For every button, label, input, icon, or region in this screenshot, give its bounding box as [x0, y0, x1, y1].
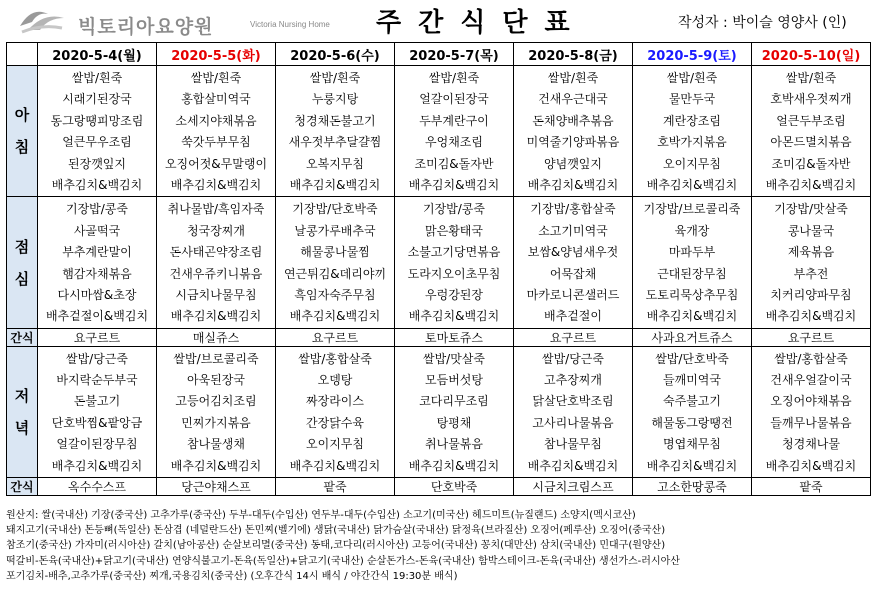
- menu-item: 배추김치&백김치: [289, 458, 381, 473]
- menu-item: 모듬버섯탕: [425, 373, 483, 388]
- menu-item: 조미김&돌자반: [414, 156, 494, 171]
- origin-notes: [6, 508, 870, 584]
- menu-item: 기장밥/콩죽: [65, 202, 128, 217]
- snack-cell: 요구르트: [38, 328, 157, 346]
- menu-item: 소고기미역국: [538, 223, 608, 238]
- menu-item: 고등어김치조림: [175, 394, 257, 409]
- menu-item: 배추김치&백김치: [408, 309, 500, 324]
- menu-item: 기장밥/콩죽: [422, 202, 485, 217]
- snack-cell: 팥죽: [276, 478, 395, 496]
- note-line: 떡갈비-돈육(국내산)+닭고기(국내산) 연양식불고기-돈육(독일산)+닭고기(국내산) 순살돈가스-돈육(국내산) 함박스테이크-돈육(국내산) 생선가스-러시아산: [6, 555, 680, 567]
- menu-item: 배추김치&백김치: [646, 309, 738, 324]
- snack-cell: 팥죽: [752, 478, 871, 496]
- menu-item: 배추김치&백김치: [527, 458, 619, 473]
- menu-item: 호박새우젓찌개: [770, 92, 852, 107]
- menu-item: 시금치나물무침: [175, 287, 257, 302]
- snack-cell: 사과요거트쥬스: [633, 328, 752, 346]
- menu-item: 닭살단호박조림: [532, 394, 614, 409]
- meal-label-breakfast: [7, 66, 38, 197]
- menu-item: 해물동그랑땡전: [651, 415, 733, 430]
- menu-item: 배추김치&백김치: [765, 458, 857, 473]
- menu-item: 취나물밥/흑임자죽: [167, 202, 265, 217]
- menu-item: 배추김치&백김치: [646, 177, 738, 192]
- menu-cell: [276, 66, 395, 197]
- menu-item: 햄감자채볶음: [62, 266, 132, 281]
- menu-item: 배추김치&백김치: [527, 177, 619, 192]
- snack-cell: 매실쥬스: [157, 328, 276, 346]
- menu-item: 양념깻잎지: [544, 156, 602, 171]
- menu-item: 짜장라이스: [306, 394, 364, 409]
- menu-item: 부추전: [793, 266, 829, 281]
- menu-cell: [276, 346, 395, 477]
- logo-emblem-icon: [18, 4, 68, 36]
- menu-item: 도토리묵상추무침: [645, 287, 739, 302]
- menu-item: 바지락순두부국: [56, 373, 138, 388]
- author-line: 작성자 : 박이슬 영양사 (인): [678, 15, 847, 31]
- dinner-row: [7, 346, 871, 477]
- menu-item: 쌀밥/홍합살죽: [774, 351, 848, 366]
- menu-item: 쌀밥/홍합살죽: [298, 351, 372, 366]
- menu-cell: [514, 346, 633, 477]
- menu-cell: [157, 346, 276, 477]
- snack-cell: 요구르트: [752, 328, 871, 346]
- menu-item: 기장밥/맛살죽: [774, 202, 848, 217]
- menu-item: 아욱된장국: [187, 373, 245, 388]
- menu-item: 육개장: [674, 223, 710, 238]
- menu-cell: [395, 197, 514, 328]
- menu-item: 오징어젓&무말랭이: [164, 156, 268, 171]
- menu-cell: [752, 197, 871, 328]
- menu-item: 연근튀김&데리야끼: [283, 266, 387, 281]
- menu-item: 어묵잡채: [549, 266, 597, 281]
- menu-cell: [752, 346, 871, 477]
- menu-item: 배추김치&백김치: [51, 177, 143, 192]
- menu-item: 취나물볶음: [425, 437, 483, 452]
- menu-item: 배추김치&백김치: [289, 177, 381, 192]
- menu-item: 우렁강된장: [425, 287, 483, 302]
- menu-item: 고추장찌개: [544, 373, 602, 388]
- menu-item: 단호박찜&팥앙금: [51, 415, 143, 430]
- menu-item: 참나물생채: [187, 437, 245, 452]
- note-line: 포기김치-배추,고추가루(중국산) 찌개,국용김치(중국산) (오후간식 14시 배식 / 야간간식 19:30분 배식): [6, 570, 458, 582]
- menu-item: 해물콩나물찜: [300, 245, 370, 260]
- menu-item: 콩나물국: [787, 223, 835, 238]
- meal-label-snack: 간식: [7, 328, 38, 346]
- menu-item: 돈사태곤약장조림: [169, 245, 263, 260]
- menu-item: 얼큰무우조림: [62, 135, 132, 150]
- day-header: 2020-5-5(화): [157, 43, 276, 66]
- menu-item: 우엉채조림: [425, 135, 483, 150]
- menu-item: 된장깻잎지: [68, 156, 126, 171]
- day-header-row: [7, 43, 871, 66]
- menu-item: 기장밥/단호박죽: [292, 202, 378, 217]
- menu-item: 배추김치&백김치: [51, 458, 143, 473]
- menu-item: 마파두부: [668, 245, 716, 260]
- menu-item: 맑은황태국: [425, 223, 483, 238]
- menu-cell: [514, 197, 633, 328]
- menu-item: 건새우얼갈이국: [770, 373, 852, 388]
- breakfast-row: [7, 66, 871, 197]
- menu-item: 쌀밥/당근죽: [541, 351, 604, 366]
- page-title: 주간식단표: [376, 8, 587, 38]
- snack-cell: 당근야채스프: [157, 478, 276, 496]
- menu-item: 배추겉절이&백김치: [45, 309, 149, 324]
- menu-item: 배추김치&백김치: [765, 309, 857, 324]
- menu-item: 근대된장무침: [657, 266, 727, 281]
- menu-item: 보쌈&양념새우젓: [527, 245, 619, 260]
- menu-item: 소세지야채볶음: [175, 113, 257, 128]
- meal-label-text: 아 침: [14, 106, 30, 157]
- menu-item: 얼큰두부조림: [776, 113, 846, 128]
- day-header: 2020-5-8(금): [514, 43, 633, 66]
- day-header: 2020-5-10(일): [752, 43, 871, 66]
- menu-item: 오이지무침: [663, 156, 721, 171]
- menu-item: 오징어야채볶음: [770, 394, 852, 409]
- snack-cell: 단호박죽: [395, 478, 514, 496]
- menu-item: 배추김치&백김치: [408, 458, 500, 473]
- menu-cell: [752, 66, 871, 197]
- menu-item: 청경채돈불고기: [294, 113, 376, 128]
- menu-item: 쌀밥/흰죽: [547, 71, 599, 85]
- menu-cell: [157, 197, 276, 328]
- snack-cell: 요구르트: [276, 328, 395, 346]
- menu-item: 쌀밥/흰죽: [71, 71, 123, 85]
- weekly-menu-table: [6, 42, 871, 496]
- menu-item: 다시마쌈&초장: [57, 287, 137, 302]
- meal-label-text: 점 심: [14, 237, 30, 288]
- menu-item: 얼갈이된장무침: [56, 437, 138, 452]
- lunch-row: [7, 197, 871, 328]
- menu-item: 배추겉절이: [544, 309, 602, 324]
- menu-item: 고사리나물볶음: [532, 415, 614, 430]
- menu-item: 치커리양파무침: [770, 287, 852, 302]
- menu-item: 도라지오이초무침: [407, 266, 501, 281]
- menu-item: 쌀밥/브로콜리죽: [173, 351, 259, 366]
- menu-item: 기장밥/홍합살죽: [530, 202, 616, 217]
- menu-item: 미역줄기양파볶음: [526, 135, 620, 150]
- menu-item: 건새우근대국: [538, 92, 608, 107]
- menu-cell: [157, 66, 276, 197]
- menu-item: 오이지무침: [306, 437, 364, 452]
- menu-cell: [276, 197, 395, 328]
- menu-item: 호박가지볶음: [657, 135, 727, 150]
- day-header: 2020-5-6(수): [276, 43, 395, 66]
- menu-cell: [633, 66, 752, 197]
- menu-item: 배추김치&백김치: [646, 458, 738, 473]
- menu-item: 소불고기당면볶음: [407, 245, 501, 260]
- menu-item: 시래기된장국: [62, 92, 132, 107]
- snack-cell: 토마토쥬스: [395, 328, 514, 346]
- day-header: 2020-5-9(토): [633, 43, 752, 66]
- day-header: 2020-5-7(목): [395, 43, 514, 66]
- menu-item: 마카로니콘샐러드: [526, 287, 620, 302]
- menu-item: 부추계란말이: [62, 245, 132, 260]
- menu-item: 탕평채: [436, 415, 472, 430]
- menu-item: 쌀밥/당근죽: [65, 351, 128, 366]
- menu-cell: [395, 346, 514, 477]
- logo-subtitle: Victoria Nursing Home: [250, 20, 330, 29]
- corner-cell: [7, 43, 38, 66]
- menu-item: 쌀밥/단호박죽: [655, 351, 729, 366]
- snack-row-evening: [7, 478, 871, 496]
- menu-item: 오뎅탕: [317, 373, 353, 388]
- menu-cell: [633, 346, 752, 477]
- day-header: 2020-5-4(월): [38, 43, 157, 66]
- menu-item: 돈채양배추볶음: [532, 113, 614, 128]
- menu-item: 민찌가지볶음: [181, 415, 251, 430]
- menu-item: 쌀밥/흰죽: [428, 71, 480, 85]
- menu-item: 건새우쥬키니볶음: [169, 266, 263, 281]
- note-line: 돼지고기(국내산) 돈등뼈(독일산) 돈삼겹 (네덜란드산) 돈민찌(벨기에) 생닭(국내산) 닭가슴살(국내산) 닭정육(브라질산) 오징어(페루산) 오징어(중국산): [6, 525, 666, 537]
- menu-item: 배추김치&백김치: [765, 177, 857, 192]
- menu-item: 새우젓부추달걀찜: [288, 135, 382, 150]
- menu-item: 날콩가루배추국: [294, 223, 376, 238]
- menu-item: 숙주불고기: [663, 394, 721, 409]
- menu-item: 배추김치&백김치: [289, 309, 381, 324]
- menu-item: 조미김&돌자반: [771, 156, 851, 171]
- header: [0, 0, 877, 40]
- snack-row-afternoon: [7, 328, 871, 346]
- menu-item: 계란장조림: [663, 113, 721, 128]
- meal-label-dinner: [7, 346, 38, 477]
- menu-item: 제육볶음: [787, 245, 835, 260]
- menu-item: 코다리무조림: [419, 394, 489, 409]
- snack-cell: 고소한땅콩죽: [633, 478, 752, 496]
- snack-cell: 옥수수스프: [38, 478, 157, 496]
- menu-item: 사골떡국: [73, 223, 121, 238]
- menu-item: 두부계란구이: [419, 113, 489, 128]
- menu-item: 들깨무나물볶음: [770, 415, 852, 430]
- menu-item: 배추김치&백김치: [170, 309, 262, 324]
- menu-item: 쌀밥/흰죽: [309, 71, 361, 85]
- note-line: 원산지: 쌀(국내산) 기장(중국산) 고추가루(중국산) 두부-대두(수입산) 연두부-대두(수입산) 소고기(미국산) 헤드미트(뉴질랜드) 소양지(멕시코산): [6, 510, 636, 521]
- meal-label-text: 저 녁: [14, 386, 30, 437]
- menu-item: 명엽채무침: [663, 437, 721, 452]
- menu-item: 참나물무침: [544, 437, 602, 452]
- logo-text: 빅토리아요양원: [78, 16, 214, 38]
- menu-item: 청국장찌개: [187, 223, 245, 238]
- menu-item: 홍합살미역국: [181, 92, 251, 107]
- menu-item: 쌀밥/흰죽: [190, 71, 242, 85]
- menu-cell: [38, 346, 157, 477]
- meal-label-snack: 간식: [7, 478, 38, 496]
- menu-item: 청경채나물: [782, 437, 840, 452]
- menu-item: 동그랑땡피망조림: [50, 113, 144, 128]
- menu-cell: [38, 66, 157, 197]
- menu-item: 배추김치&백김치: [408, 177, 500, 192]
- menu-item: 흑임자숙주무침: [294, 287, 376, 302]
- menu-item: 쌀밥/맛살죽: [422, 351, 485, 366]
- menu-item: 아몬드멸치볶음: [770, 135, 852, 150]
- meal-label-lunch: [7, 197, 38, 328]
- menu-item: 쑥갓두부무침: [181, 135, 251, 150]
- menu-cell: [514, 66, 633, 197]
- menu-item: 들깨미역국: [663, 373, 721, 388]
- menu-cell: [38, 197, 157, 328]
- snack-cell: 요구르트: [514, 328, 633, 346]
- snack-cell: 시금치크림스프: [514, 478, 633, 496]
- logo: [18, 4, 358, 36]
- menu-item: 간장닭수육: [306, 415, 364, 430]
- menu-item: 누룽지탕: [311, 92, 359, 107]
- menu-item: 돈불고기: [73, 394, 121, 409]
- menu-cell: [395, 66, 514, 197]
- menu-item: 오복지무침: [306, 156, 364, 171]
- menu-item: 배추김치&백김치: [170, 458, 262, 473]
- menu-item: 물만두국: [668, 92, 716, 107]
- menu-item: 기장밥/브로콜리죽: [643, 202, 741, 217]
- menu-item: 쌀밥/흰죽: [785, 71, 837, 85]
- menu-item: 배추김치&백김치: [170, 177, 262, 192]
- note-line: 참조기(중국산) 가자미(러시아산) 갈치(남아공산) 순살보리멸(중국산) 동태,코다리(러시아산) 고등어(국내산) 꽁치(대만산) 삼치(국내산) 민대구(원양산): [6, 540, 666, 552]
- menu-item: 얼갈이된장국: [419, 92, 489, 107]
- menu-cell: [633, 197, 752, 328]
- menu-item: 쌀밥/흰죽: [666, 71, 718, 85]
